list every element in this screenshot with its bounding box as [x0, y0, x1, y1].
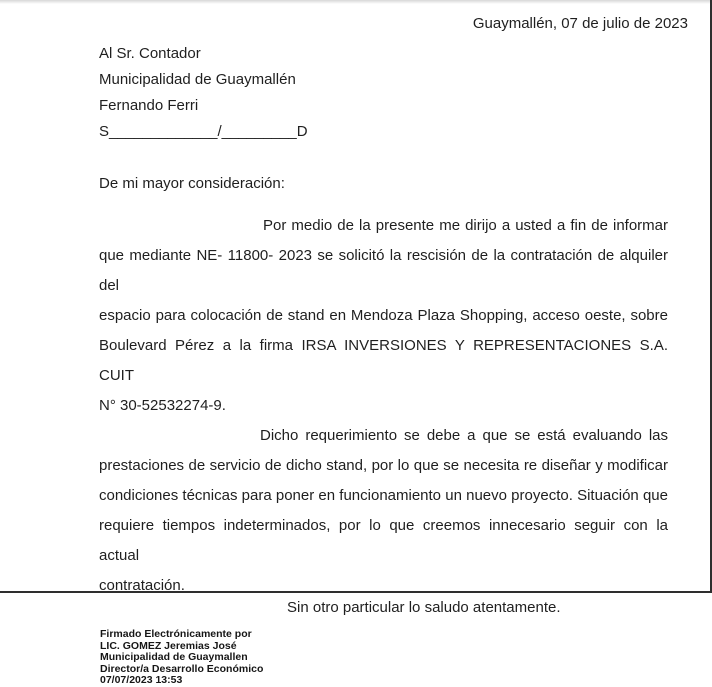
signature-header: Firmado Electrónicamente por [100, 628, 252, 640]
page-top-edge [0, 0, 710, 4]
electronic-signature-block [100, 629, 710, 687]
closing-line: Sin otro particular lo saludo atentamente. [287, 599, 561, 616]
paragraph-line: requiere tiempos indeterminados, por lo que creemos innecesario seguir con la actual [99, 517, 668, 564]
paragraph-line: que mediante NE- 11800- 2023 se solicitó la rescisión de la contratación de alquiler del [99, 247, 668, 294]
paragraph-line: Por medio de la presente me dirijo a usted a fin de informar [263, 217, 668, 234]
recipient-name: Fernando Ferri [99, 97, 199, 114]
paragraph-line: prestaciones de servicio de dicho stand, por lo que se necesita re diseñar y modificar [99, 457, 668, 474]
paragraph-line: espacio para colocación de stand en Mendoza Plaza Shopping, acceso oeste, sobre [99, 307, 668, 324]
body-paragraph-2 [99, 421, 668, 601]
signature-timestamp: 07/07/2023 13:53 [100, 674, 183, 686]
body-paragraph-1 [99, 211, 668, 421]
recipient-sd-line: S_____________/_________D [99, 123, 308, 140]
paragraph-line: Boulevard Pérez a la firma IRSA INVERSIONES Y REPRESENTACIONES S.A. CUIT [99, 337, 668, 384]
paragraph-line: condiciones técnicas para poner en funcionamiento un nuevo proyecto. Situación que [99, 487, 668, 504]
letter-date: Guaymallén, 07 de julio de 2023 [472, 15, 688, 32]
recipient-title: Al Sr. Contador [99, 45, 201, 62]
salutation: De mi mayor consideración: [99, 175, 285, 192]
recipient-block [99, 41, 710, 145]
signature-organization: Municipalidad de Guaymallen [100, 651, 248, 663]
paragraph-line: contratación. [99, 577, 185, 594]
signature-role: Director/a Desarrollo Económico [100, 662, 264, 675]
paragraph-line: N° 30-52532274-9. [99, 397, 226, 414]
signature-signer-name: LIC. GOMEZ Jeremias José [100, 639, 237, 652]
paragraph-line: Dicho requerimiento se debe a que se está evaluando las [260, 427, 668, 444]
recipient-organization: Municipalidad de Guaymallén [99, 71, 296, 88]
